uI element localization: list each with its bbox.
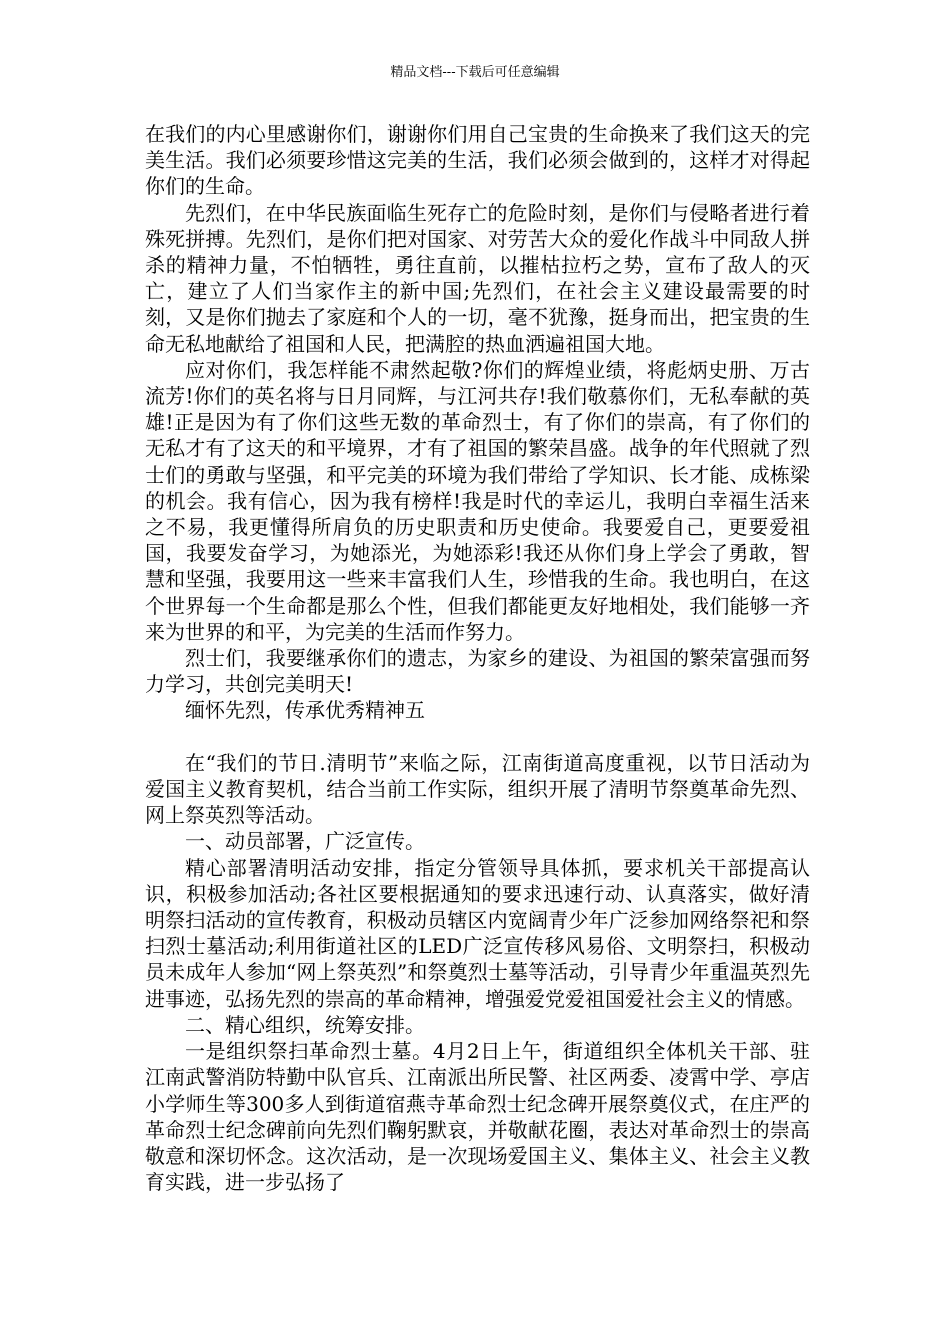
blank-line (145, 724, 810, 750)
page-header: 精品文档---下载后可任意编辑 (390, 65, 560, 80)
section-heading: 一、动员部署，广泛宣传。 (185, 829, 425, 854)
paragraph: 烈士们，我要继承你们的遗志，为家乡的建设、为祖国的繁荣富强而努力学习，共创完美明天! (145, 646, 810, 697)
document-body (145, 121, 810, 1195)
paragraph: 在“我们的节日.清明节”来临之际，江南街道高度重视，以节日活动为爱国主义教育契机，结合当前工作实际，组织开展了清明节祭奠革命先烈、网上祭英烈等活动。 (145, 750, 810, 828)
paragraph: 在我们的内心里感谢你们，谢谢你们用自己宝贵的生命换来了我们这天的完美生活。我们必须要珍惜这完美的生活，我们必须会做到的，这样才对得起你们的生命。 (145, 122, 810, 199)
section-heading: 二、精心组织，统筹安排。 (185, 1012, 425, 1037)
paragraph: 精心部署清明活动安排，指定分管领导具体抓，要求机关干部提高认识，积极参加活动;各社区要根据通知的要求迅速行动、认真落实，做好清明祭扫活动的宣传教育，积极动员辖区内宽阔青少年广泛参加网络祭祀和祭扫烈士墓活动;利用街道社区的LED广泛宣传移风易俗、文明祭扫，积极动员未成年人参加“网上祭英烈”和祭奠烈士墓等活动，引导青少年重温英烈先进事迹，弘扬先烈的崇高的革命精神，增强爱党爱祖国爱社会主义的情感。 (145, 855, 810, 1011)
paragraph: 一是组织祭扫革命烈士墓。4月2日上午，街道组织全体机关干部、驻江南武警消防特勤中队官兵、江南派出所民警、社区两委、凌霄中学、亭店小学师生等300多人到街道宿燕寺革命烈士纪念碑开展祭奠仪式，在庄严的革命烈士纪念碑前向先烈们鞠躬默哀，并敬献花圈，表达对革命烈士的崇高敬意和深切怀念。这次活动，是一次现场爱国主义、集体主义、社会主义教育实践，进一步弘扬了 (145, 1039, 810, 1195)
section-title: 缅怀先烈，传承优秀精神五 (185, 698, 425, 723)
paragraph: 先烈们，在中华民族面临生死存亡的危险时刻，是你们与侵略者进行着殊死拼搏。先烈们，是你们把对国家、对劳苦大众的爱化作战斗中同敌人拼杀的精神力量，不怕牺牲，勇往直前，以摧枯拉朽之势，宣布了敌人的灭亡，建立了人们当家作主的新中国;先烈们，在社会主义建设最需要的时刻，又是你们抛去了家庭和个人的一切，毫不犹豫，挺身而出，把宝贵的生命无私地献给了祖国和人民，把满腔的热血洒遍祖国大地。 (145, 200, 810, 356)
paragraph: 应对你们，我怎样能不肃然起敬?你们的辉煌业绩，将彪炳史册、万古流芳!你们的英名将与日月同辉，与江河共存!我们敬慕你们，无私奉献的英雄!正是因为有了你们这些无数的革命烈士，有了你们的崇高，有了你们的无私才有了这天的和平境界，才有了祖国的繁荣昌盛。战争的年代照就了烈士们的勇敢与坚强，和平完美的环境为我们带给了学知识、长才能、成栋梁的机会。我有信心，因为我有榜样!我是时代的幸运儿，我明白幸福生活来之不易，我更懂得所肩负的历史职责和历史使命。我要爱自己，更要爱祖国，我要发奋学习，为她添光，为她添彩!我还从你们身上学会了勇敢，智慧和坚强，我要用这一些来丰富我们人生，珍惜我的生命。我也明白，在这个世界每一个生命都是那么个性，但我们都能更友好地相处，我们能够一齐来为世界的和平，为完美的生活而作努力。 (145, 357, 810, 644)
